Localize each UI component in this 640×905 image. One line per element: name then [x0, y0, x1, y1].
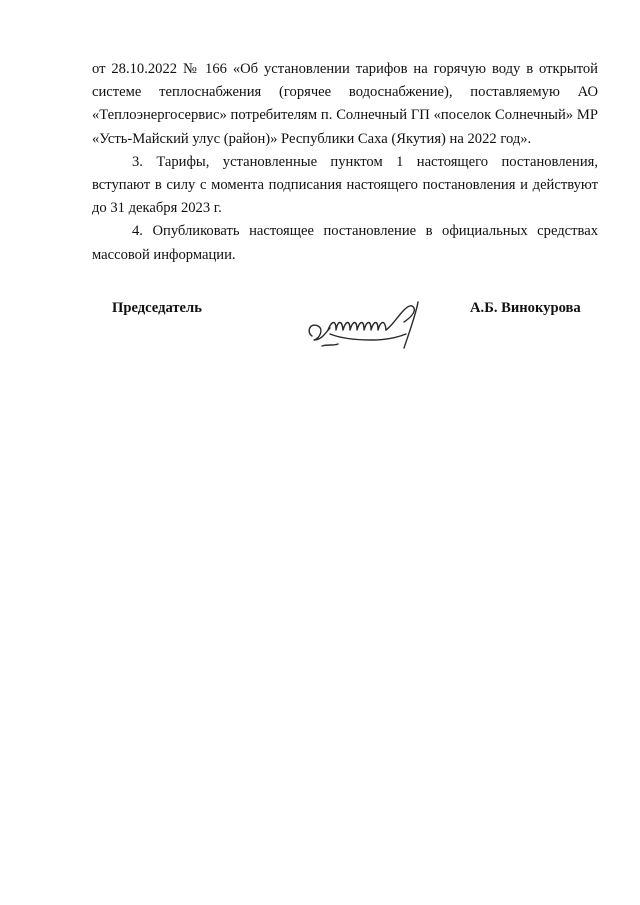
paragraph-item-3: 3. Тарифы, установленные пунктом 1 настоящего постановления, вступают в силу с момента подписания настоящего постановления и действуют до 31 декабря 2023 г.: [92, 153, 598, 217]
signature-block: [0, 296, 640, 366]
signatory-name: А.Б. Винокурова: [470, 300, 581, 316]
signatory-title: Председатель: [112, 300, 202, 316]
handwritten-signature: [300, 296, 440, 360]
document-body: [92, 58, 598, 267]
paragraph-continuation: от 28.10.2022 № 166 «Об установлении тарифов на горячую воду в открытой системе теплоснабжения (горячее водоснабжение), поставляемую АО «Теплоэнергосервис» потребителям п. Солнечный ГП «поселок Солнечный» МР «Усть-Майский улус (район)» Республики Саха (Якутия) на 2022 год».: [92, 61, 598, 147]
paragraph-item-4: 4. Опубликовать настоящее постановление в официальных средствах массовой информации.: [92, 223, 598, 263]
